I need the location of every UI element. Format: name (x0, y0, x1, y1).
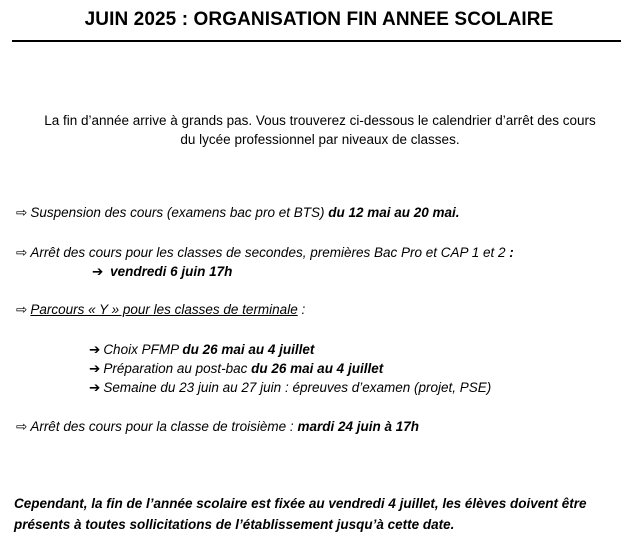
suspension-text: Suspension des cours (examens bac pro et BTS) (30, 205, 329, 220)
solid-arrow-icon: ➔ (89, 342, 101, 357)
parcours-heading: Parcours « Y » pour les classes de terminale (30, 302, 298, 317)
outline-arrow-icon: ⇨ (16, 302, 28, 317)
page-title: JUIN 2025 : ORGANISATION FIN ANNEE SCOLAIRE (84, 9, 554, 30)
outline-arrow-icon: ⇨ (16, 245, 28, 260)
intro-paragraph (10, 111, 630, 149)
sub-item-text: Semaine du 23 juin au 27 juin : épreuves d’examen (projet, PSE) (103, 380, 492, 395)
arret-secondes-date-item (92, 264, 232, 280)
troisieme-date: mardi 24 juin à 17h (297, 419, 419, 434)
parcours-item (16, 302, 305, 318)
closing-paragraph (14, 493, 629, 535)
closing-line-2: présents à toutes sollicitations de l’établissement jusqu’à cette date. (14, 517, 455, 532)
arret-secondes-colon: : (509, 245, 514, 260)
arret-secondes-text: Arrêt des cours pour les classes de secondes, premières Bac Pro et CAP 1 et 2 (30, 245, 510, 260)
sub-item-dates: du 26 mai au 4 juillet (251, 361, 384, 376)
sub-item-text: Choix PFMP (103, 342, 183, 357)
title-underline (12, 40, 621, 42)
troisieme-text: Arrêt des cours pour la classe de troisième : (30, 419, 298, 434)
intro-line-1: La fin d’année arrive à grands pas. Vous trouverez ci-dessous le calendrier d’arrêt des cours (44, 113, 596, 128)
arret-secondes-item (16, 245, 514, 261)
arret-secondes-date: vendredi 6 juin 17h (110, 264, 233, 279)
outline-arrow-icon: ⇨ (16, 205, 28, 220)
sub-item (89, 342, 314, 358)
solid-arrow-icon: ➔ (89, 361, 101, 376)
parcours-colon: : (297, 302, 306, 317)
intro-line-2: du lycée professionnel par niveaux de classes. (180, 132, 460, 147)
sub-item-dates: du 26 mai au 4 juillet (182, 342, 315, 357)
suspension-dates: du 12 mai au 20 mai. (328, 205, 460, 220)
troisieme-item (16, 419, 419, 435)
sub-item (89, 361, 383, 377)
sub-item-text: Préparation au post-bac (103, 361, 252, 376)
outline-arrow-icon: ⇨ (16, 419, 28, 434)
solid-arrow-icon: ➔ (92, 264, 104, 279)
solid-arrow-icon: ➔ (89, 380, 101, 395)
closing-line-1: Cependant, la fin de l’année scolaire est fixée au vendredi 4 juillet, les élèves doivent être (14, 496, 587, 511)
suspension-item (16, 205, 460, 221)
sub-item (89, 380, 491, 396)
